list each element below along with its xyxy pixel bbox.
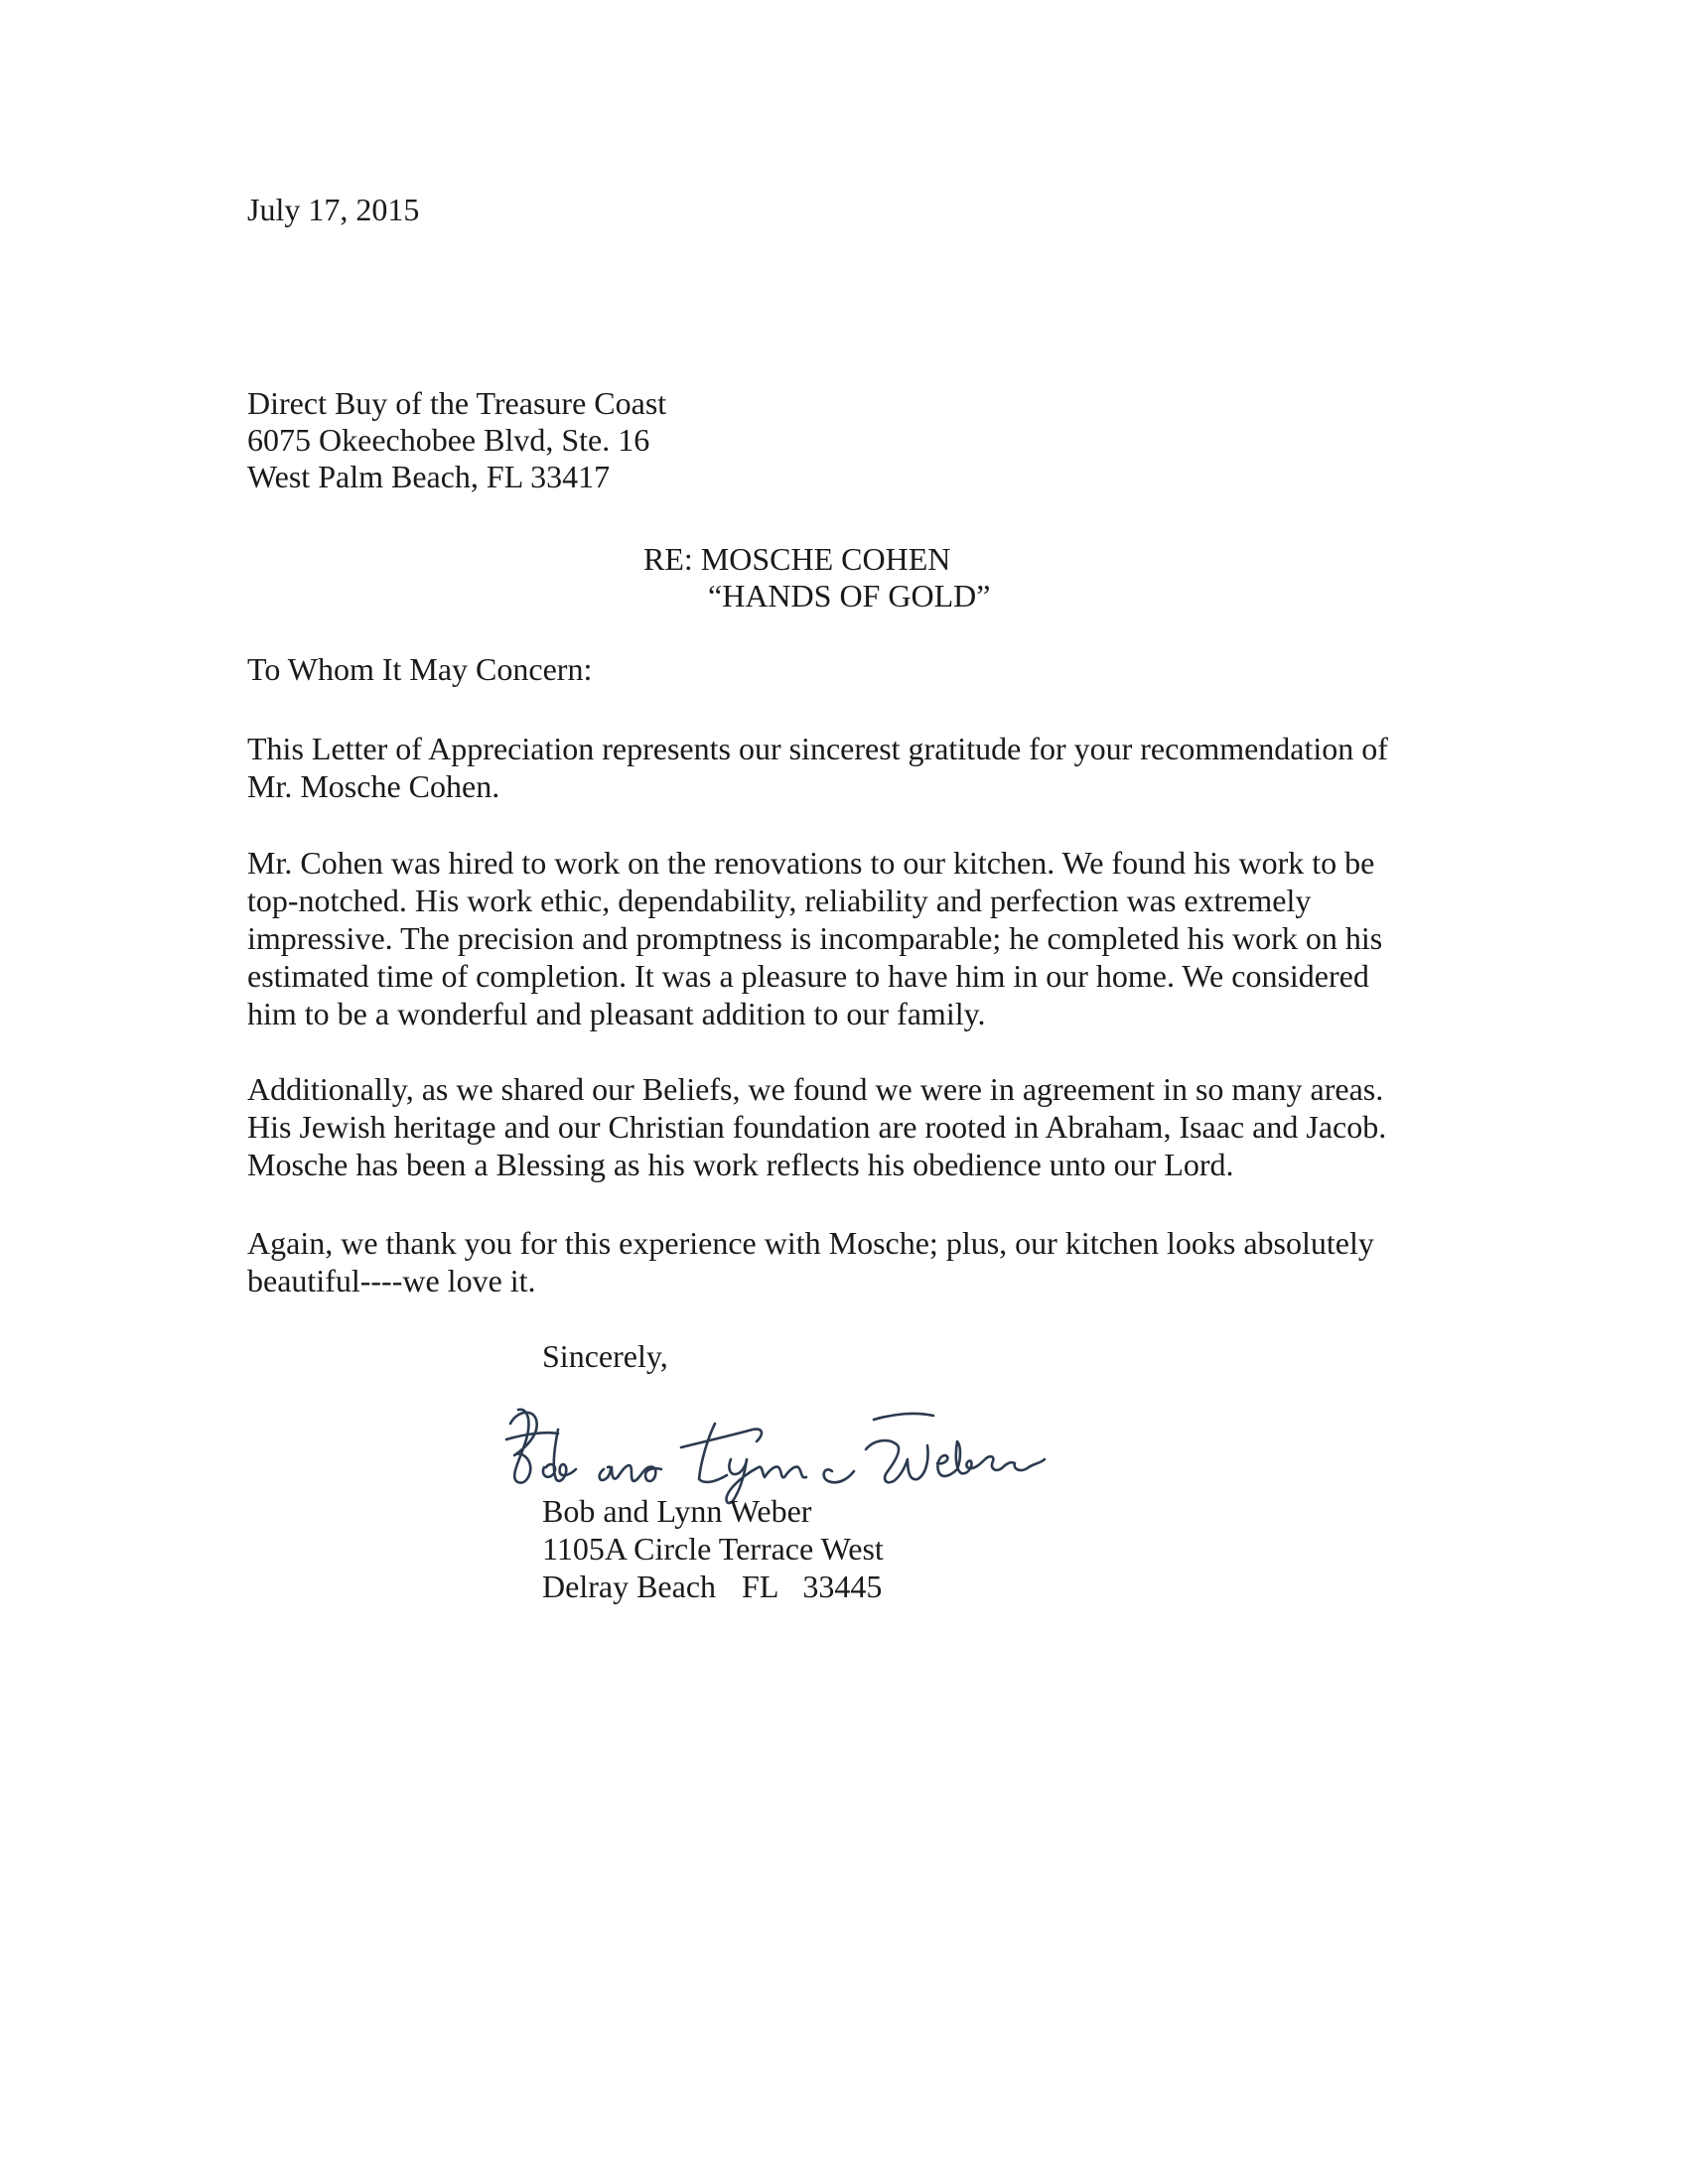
sender-street: 1105A Circle Terrace West (542, 1531, 884, 1567)
recipient-address (247, 384, 666, 494)
body-paragraph-2: Mr. Cohen was hired to work on the renovations to our kitchen. We found his work to be top-notched. His work ethic, dependability, reliability and perfection was extremely impressive. The precision and promptness is incomparable; he completed his work on his estimated time of completion. It was a pleasure to have him in our home. We considered him to be a wonderful and pleasant addition to our family. (247, 845, 1383, 1031)
handwritten-signature (496, 1390, 1053, 1509)
sender-zip: 33445 (802, 1569, 883, 1604)
sender-city-state-zip (542, 1568, 884, 1605)
body-paragraph-4: Again, we thank you for this experience with Mosche; plus, our kitchen looks absolutely beautiful----we love it. (247, 1225, 1374, 1298)
subject-line: RE: MOSCHE COHEN (643, 541, 951, 577)
sender-state: FL (742, 1569, 779, 1604)
body-paragraph-1: This Letter of Appreciation represents our sincerest gratitude for your recommendation of Mr. Mosche Cohen. (247, 731, 1388, 804)
salutation: To Whom It May Concern: (247, 651, 593, 687)
subject-reference (643, 540, 990, 614)
body-paragraph-3: Additionally, as we shared our Beliefs, we found we were in agreement in so many areas. His Jewish heritage and our Christian foundation are rooted in Abraham, Isaac and Jacob. Mosche has been a Blessing as his work reflects his obedience unto our Lord. (247, 1071, 1387, 1182)
recipient-name: Direct Buy of the Treasure Coast (247, 385, 667, 421)
sender-address (542, 1492, 884, 1605)
closing: Sincerely, (542, 1338, 668, 1374)
subject-subtitle: “HANDS OF GOLD” (708, 578, 991, 614)
letter-date: July 17, 2015 (247, 192, 420, 227)
recipient-city-state-zip: West Palm Beach, FL 33417 (247, 459, 611, 494)
recipient-street: 6075 Okeechobee Blvd, Ste. 16 (247, 422, 650, 458)
sender-city: Delray Beach (542, 1569, 717, 1604)
sender-name: Bob and Lynn Weber (542, 1493, 812, 1529)
